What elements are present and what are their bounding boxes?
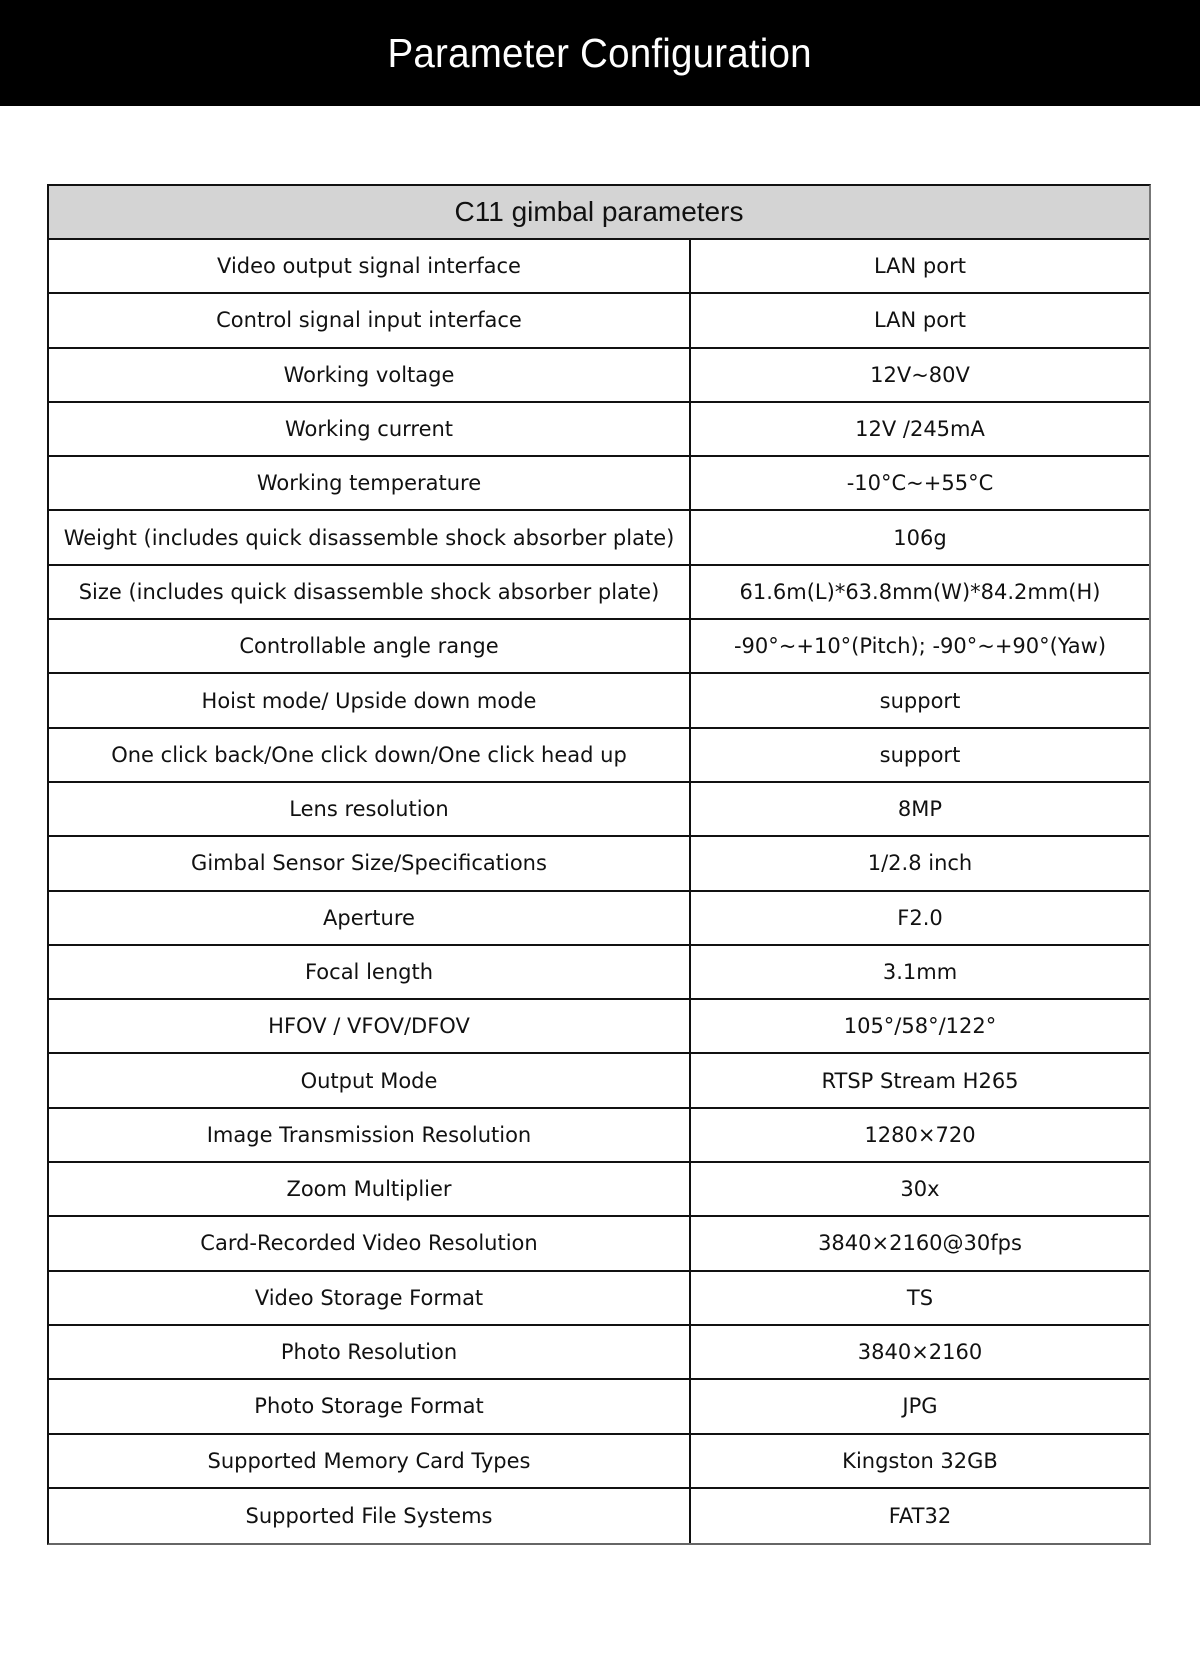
- parameter-value: support: [879, 688, 961, 713]
- parameter-name: Supported File Systems: [49, 1489, 691, 1543]
- table-row: [49, 1435, 1149, 1489]
- parameter-value: -10°C~+55°C: [846, 471, 994, 496]
- table-row: [49, 1272, 1149, 1326]
- parameter-name: Gimbal Sensor Size/Specifications: [49, 837, 691, 889]
- parameter-name: Controllable angle range: [49, 620, 691, 672]
- parameter-name: Zoom Multiplier: [49, 1163, 691, 1215]
- parameter-name: Photo Storage Format: [49, 1380, 691, 1432]
- table-row: [49, 620, 1149, 674]
- parameter-name: Working temperature: [49, 457, 691, 509]
- table-row: [49, 837, 1149, 891]
- parameter-value: 30x: [900, 1177, 940, 1202]
- table-row: [49, 729, 1149, 783]
- parameter-value: 105°/58°/122°: [843, 1014, 997, 1039]
- table-row: [49, 349, 1149, 403]
- parameter-value: 12V~80V: [870, 362, 970, 387]
- parameter-value: 1280×720: [864, 1122, 976, 1147]
- parameter-name: Lens resolution: [49, 783, 691, 835]
- parameter-value: 61.6m(L)*63.8mm(W)*84.2mm(H): [739, 579, 1101, 604]
- table-row: [49, 566, 1149, 620]
- table-title: C11 gimbal parameters: [454, 196, 744, 227]
- table-row: [49, 1489, 1149, 1543]
- parameter-value: RTSP Stream H265: [821, 1068, 1019, 1093]
- parameter-name: Size (includes quick disassemble shock absorber plate): [49, 566, 691, 618]
- parameter-name: Focal length: [49, 946, 691, 998]
- parameter-name: Image Transmission Resolution: [49, 1109, 691, 1161]
- parameter-value: 3840×2160: [857, 1340, 983, 1365]
- parameter-name: Supported Memory Card Types: [49, 1435, 691, 1487]
- parameter-name: HFOV / VFOV/DFOV: [49, 1000, 691, 1052]
- table-row: [49, 783, 1149, 837]
- parameter-value: Kingston 32GB: [842, 1448, 998, 1473]
- parameter-name: Working voltage: [49, 349, 691, 401]
- table-row: [49, 1000, 1149, 1054]
- table-row: [49, 1380, 1149, 1434]
- parameter-name: Hoist mode/ Upside down mode: [49, 674, 691, 726]
- parameter-name: One click back/One click down/One click head up: [49, 729, 691, 781]
- header-banner: [0, 0, 1200, 106]
- parameter-name: Control signal input interface: [49, 294, 691, 346]
- page-title: Parameter Configuration: [387, 29, 813, 76]
- table-row: [49, 1054, 1149, 1108]
- table-title-row: [49, 186, 1149, 240]
- parameter-value: 3840×2160@30fps: [818, 1231, 1022, 1256]
- parameter-value: LAN port: [874, 254, 966, 279]
- parameter-value: TS: [906, 1285, 934, 1310]
- table-row: [49, 403, 1149, 457]
- table-row: [49, 1217, 1149, 1271]
- table-row: [49, 1326, 1149, 1380]
- parameter-value: JPG: [902, 1394, 938, 1419]
- table-row: [49, 946, 1149, 1000]
- parameter-value: 1/2.8 inch: [867, 851, 973, 876]
- parameter-value: 12V /245mA: [855, 417, 985, 442]
- parameter-name: Working current: [49, 403, 691, 455]
- table-row: [49, 892, 1149, 946]
- parameter-value: FAT32: [888, 1503, 952, 1528]
- table-row: [49, 511, 1149, 565]
- table-row: [49, 1109, 1149, 1163]
- parameter-value: 106g: [893, 525, 947, 550]
- parameter-name: Output Mode: [49, 1054, 691, 1106]
- parameter-name: Card-Recorded Video Resolution: [49, 1217, 691, 1269]
- table-row: [49, 240, 1149, 294]
- parameter-name: Aperture: [49, 892, 691, 944]
- table-body: [49, 240, 1149, 1543]
- parameter-name: Photo Resolution: [49, 1326, 691, 1378]
- table-row: [49, 294, 1149, 348]
- parameter-value: -90°~+10°(Pitch); -90°~+90°(Yaw): [733, 634, 1107, 659]
- parameter-value: support: [879, 742, 961, 767]
- parameter-value: 8MP: [897, 797, 943, 822]
- table-row: [49, 457, 1149, 511]
- parameter-name: Video Storage Format: [49, 1272, 691, 1324]
- parameter-value: 3.1mm: [882, 960, 958, 984]
- parameter-name: Weight (includes quick disassemble shock absorber plate): [49, 511, 691, 563]
- parameter-value: F2.0: [897, 905, 943, 930]
- table-row: [49, 1163, 1149, 1217]
- parameter-value: LAN port: [874, 308, 966, 333]
- parameter-name: Video output signal interface: [49, 240, 691, 292]
- parameters-table: [47, 184, 1151, 1545]
- table-row: [49, 674, 1149, 728]
